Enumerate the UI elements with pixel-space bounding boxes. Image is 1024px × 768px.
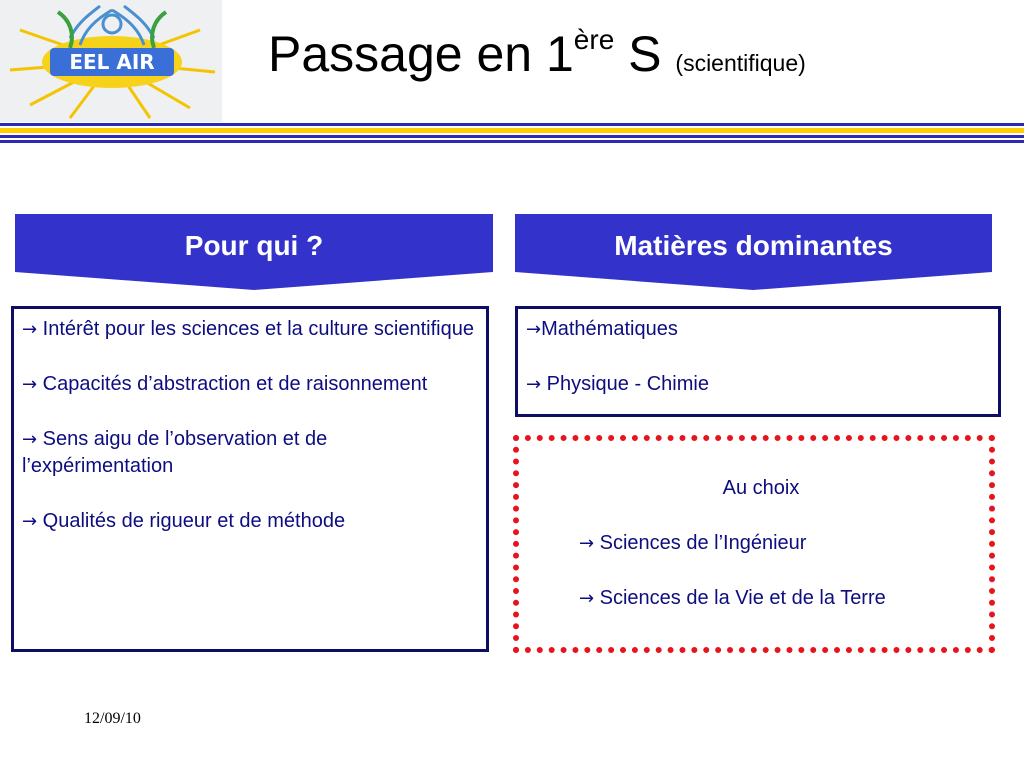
title-main: Passage en 1 [268, 26, 574, 82]
arrow-right-icon: → [579, 533, 595, 554]
footer-date: 12/09/10 [84, 710, 141, 727]
logo-graphic [0, 0, 222, 122]
arrow-right-icon: → [579, 588, 595, 609]
arrow-right-icon: → [22, 511, 38, 532]
arrow-right-icon: → [22, 429, 38, 450]
item-text: Physique - Chimie [541, 373, 709, 395]
item-text: Qualités de rigueur et de méthode [37, 510, 346, 532]
item-text: Capacités d’abstraction et de raisonnement [37, 373, 428, 395]
header-rule-yellow [0, 128, 1024, 133]
pour-qui-box [11, 306, 489, 652]
title-letter: S [614, 26, 676, 82]
pour-qui-banner [15, 212, 493, 292]
logo-text: EEL AIR [69, 50, 155, 74]
list-item [22, 508, 478, 535]
au-choix-box [513, 435, 995, 653]
page-title [268, 24, 806, 93]
item-text: Intérêt pour les sciences et la culture scientifique [37, 318, 474, 340]
title-superscript: ère [573, 24, 615, 55]
title-subtitle: (scientifique) [675, 50, 806, 76]
item-text: Sciences de l’Ingénieur [594, 532, 807, 554]
list-item [579, 530, 886, 557]
au-choix-title: Au choix [722, 477, 800, 499]
matieres-box [515, 306, 1001, 417]
list-item [579, 585, 886, 612]
list-item [526, 316, 990, 343]
matieres-heading: Matières dominantes [614, 230, 893, 261]
list-item [526, 371, 990, 398]
arrow-right-icon: → [22, 374, 38, 395]
list-item [22, 371, 478, 398]
school-logo [0, 0, 222, 122]
arrow-right-icon: → [22, 319, 38, 340]
arrow-right-icon: → [526, 374, 542, 395]
header-rule-blue [0, 123, 1024, 126]
item-text: Mathématiques [541, 318, 678, 340]
matieres-banner [515, 212, 992, 292]
header-rule-blue [0, 135, 1024, 138]
au-choix-list [579, 530, 886, 612]
item-text: Sens aigu de l’observation et de l’expérimentation [22, 428, 328, 477]
list-item [22, 316, 478, 343]
pour-qui-heading: Pour qui ? [184, 230, 324, 261]
list-item [22, 426, 478, 480]
header-rule-blue [0, 140, 1024, 143]
item-text: Sciences de la Vie et de la Terre [594, 587, 886, 609]
arrow-right-icon: → [526, 319, 542, 340]
